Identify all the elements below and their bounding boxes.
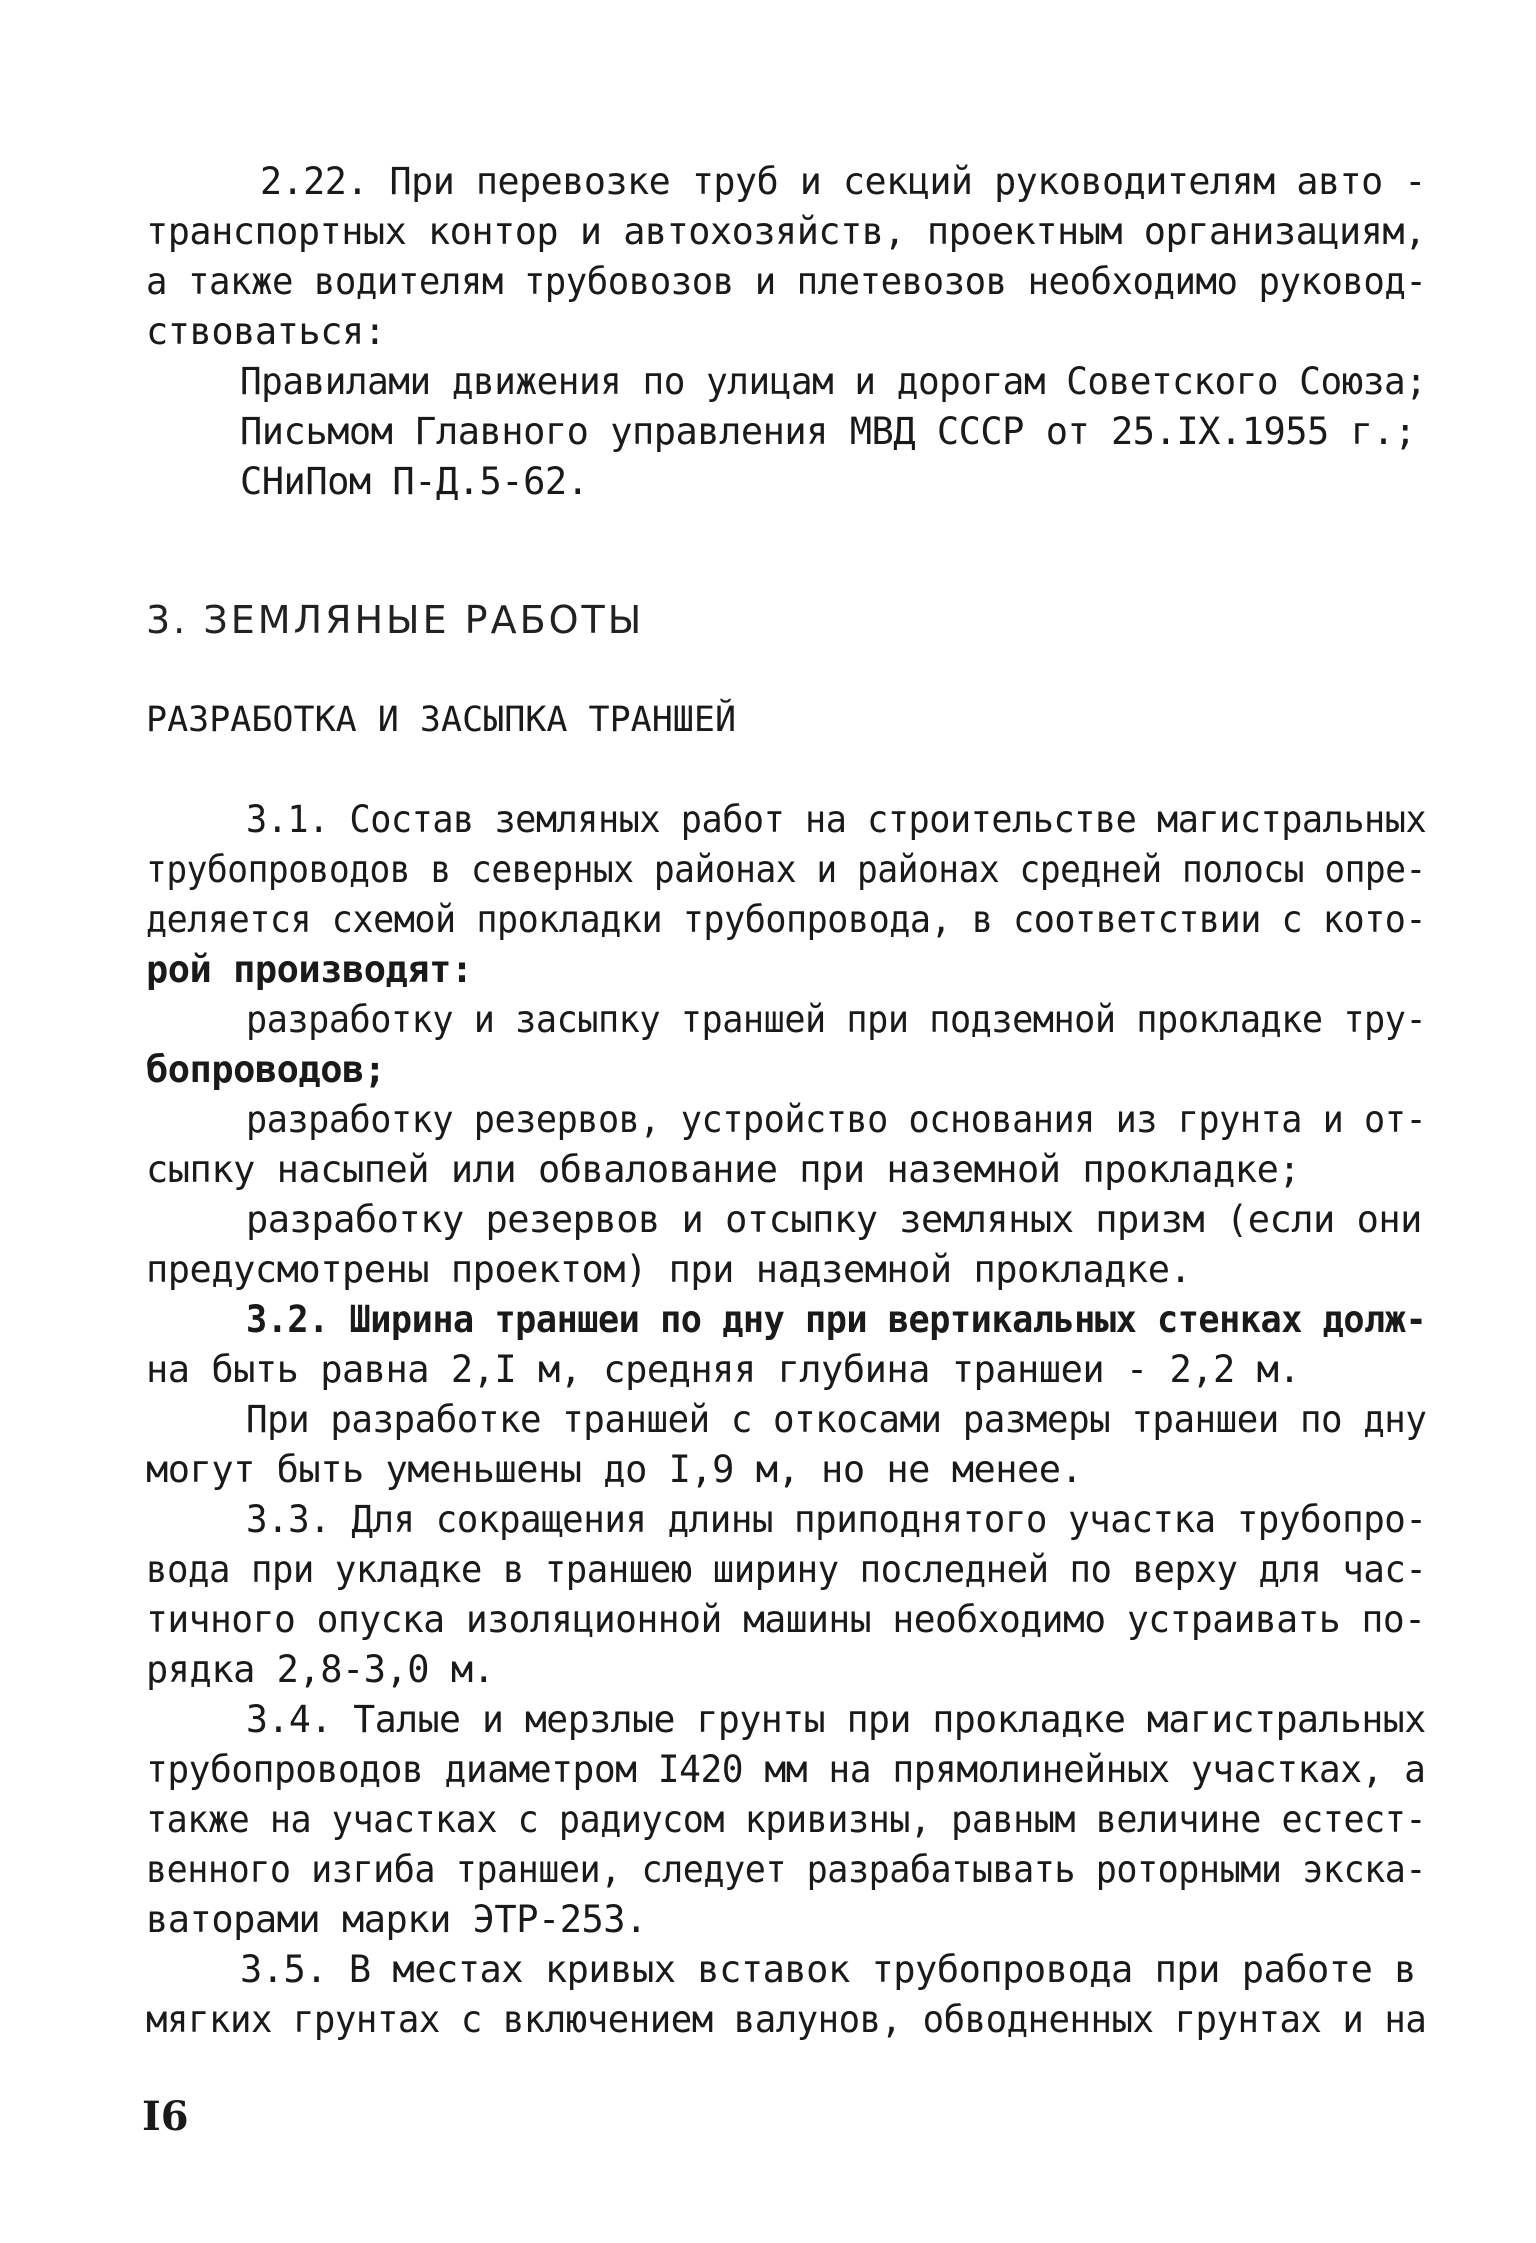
body-line-17: тичного опуска изоляционной машины необходимо устраивать по- [146,1598,1426,1641]
body-line-3: деляется схемой прокладки трубопровода, в соответствии с кото- [146,898,1427,941]
body-line-6: бопроводов; [146,1048,386,1091]
body-line-15: 3.3. Для сокращения длины приподнятого участка трубопро- [246,1498,1427,1541]
body-line-21: также на участках с радиусом кривизны, равным величине естест- [146,1798,1427,1841]
section-title: 3. ЗЕМЛЯНЫЕ РАБОТЫ [146,598,645,642]
body-line-9: разработку резервов и отсыпку земляных призм (если они [246,1198,1422,1241]
body-line-1: 3.1. Состав земляных работ на строительстве магистральных [246,798,1427,841]
body-line-7: разработку резервов, устройство основания из грунта и от- [246,1098,1427,1141]
body-line-19: 3.4. Талые и мерзлые грунты при прокладке магистральных [246,1698,1426,1741]
section-subtitle: РАЗРАБОТКА И ЗАСЫПКА ТРАНШЕЙ [146,700,737,740]
body-line-18: рядка 2,8-3,0 м. [146,1648,495,1691]
body-line-24: 3.5. В местах кривых вставок трубопровода при работе в [240,1948,1416,1991]
body-line-14: могут быть уменьшены до I,9 м, но не менее. [146,1448,1083,1491]
body-line-25: мягких грунтах с включением валунов, обводненных грунтах и на [146,1998,1427,2041]
body-line-12: на быть равна 2,I м, средняя глубина траншеи - 2,2 м. [146,1348,1301,1391]
body-line-11: 3.2. Ширина траншеи по дну при вертикальных стенках долж- [246,1298,1427,1341]
page-number: I6 [142,2093,189,2140]
body-line-23: ваторами марки ЭТР-253. [146,1898,647,1941]
body-line-13: При разработке траншей с откосами размеры траншеи по дну [246,1398,1427,1441]
body-line-16: вода при укладке в траншею ширину последней по верху для час- [146,1548,1427,1591]
paragraph-2-22-line-3: а также водителям трубовозов и плетевозов необходимо руковод- [146,260,1427,303]
paragraph-2-22-item-1: Правилами движения по улицам и дорогам Советского Союза; [240,360,1427,403]
body-line-8: сыпку насыпей или обвалование при наземной прокладке; [146,1148,1301,1191]
body-line-22: венного изгиба траншеи, следует разрабатывать роторными экска- [146,1848,1427,1891]
body-line-10: предусмотрены проектом) при надземной прокладке. [146,1248,1192,1291]
body-line-2: трубопроводов в северных районах и районах средней полосы опре- [146,848,1426,891]
paragraph-2-22-item-3: СНиПом П-Д.5-62. [240,460,589,503]
paragraph-2-22-item-2: Письмом Главного управления МВД СССР от 25.IX.1955 г.; [240,410,1416,453]
body-line-4: рой производят: [146,948,473,991]
paragraph-2-22-line-2: транспортных контор и автохозяйств, проектным организациям, [146,210,1426,253]
body-line-5: разработку и засыпку траншей при подземной прокладке тру- [246,998,1427,1041]
body-line-20: трубопроводов диаметром I420 мм на прямолинейных участках, а [146,1748,1426,1791]
paragraph-2-22-line-4: ствоваться: [146,310,386,353]
paragraph-2-22-line-1: 2.22. При перевозке труб и секций руководителям авто - [260,160,1426,203]
